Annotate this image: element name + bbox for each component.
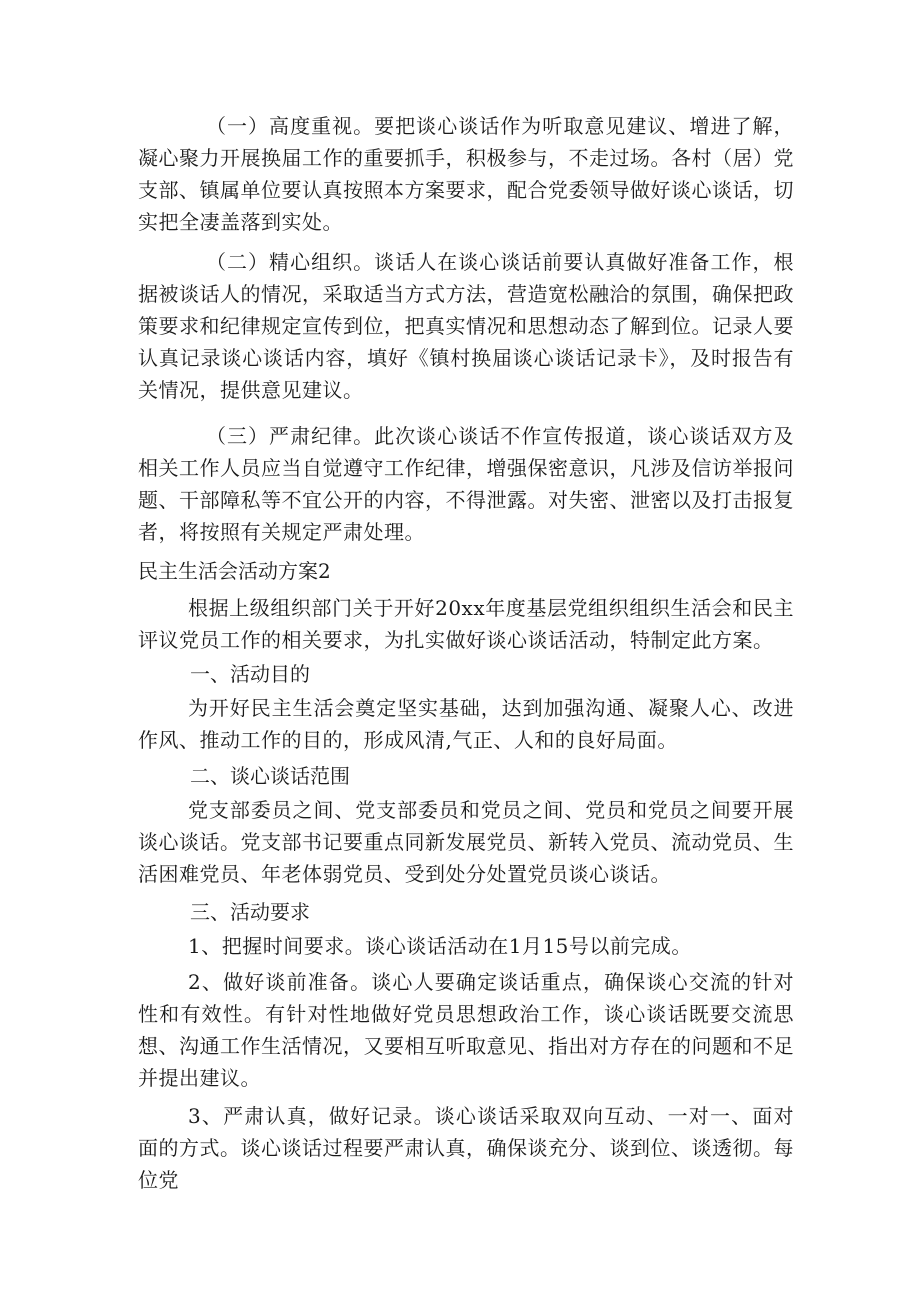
document-title: 民主生活会活动方案2 <box>138 559 331 583</box>
paragraph-time-requirement: 1、把握时间要求。谈心谈话活动在1月15号以前完成。 <box>188 934 692 958</box>
paragraph-preparation: 2、做好谈前准备。谈心人要确定谈话重点，确保谈心交流的针对性和有效性。有针对性地做好党员思想政治工作，谈心谈话既要交流思想、沟通工作生活情况，又要相互听取意见、指出对方存在的问题和不足并提出建议。 <box>138 970 794 1090</box>
section-heading-requirements: 三、活动要求 <box>190 900 310 924</box>
paragraph-importance: （一）高度重视。要把谈心谈话作为听取意见建议、增进了解，凝心聚力开展换届工作的重要抓手，积极参与，不走过场。各村（居）党支部、镇属单位要认真按照本方案要求，配合党委领导做好谈心谈话，切实把全凄盖落到实处。 <box>138 114 794 234</box>
paragraph-discipline: （三）严肃纪律。此次谈心谈话不作宣传报道，谈心谈话双方及相关工作人员应当自觉遵守工作纪律，增强保密意识，凡涉及信访举报问题、干部障私等不宜公开的内容，不得泄露。对失密、泄密以及打击报复者，将按照有关规定严肃处理。 <box>138 424 794 544</box>
section-heading-purpose: 一、活动目的 <box>190 662 310 686</box>
paragraph-scope: 党支部委员之间、党支部委员和党员之间、党员和党员之间要开展谈心谈话。党支部书记要重点同新发展党员、新转入党员、流动党员、生活困难党员、年老体弱党员、受到处分处置党员谈心谈话。 <box>138 798 794 886</box>
paragraph-organization: （二）精心组织。谈话人在谈心谈话前要认真做好准备工作，根据被谈话人的情况，采取适当方式方法，营造宽松融洽的氛围，确保把政策要求和纪律规定宣传到位，把真实情况和思想动态了解到位。记录人要认真记录谈心谈话内容，填好《镇村换届谈心谈话记录卡》，及时报告有关情况，提供意见建议。 <box>138 250 794 402</box>
section-heading-scope: 二、谈心谈话范围 <box>190 764 350 788</box>
paragraph-purpose: 为开好民主生活会奠定坚实基础，达到加强沟通、凝聚人心、改进作风、推动工作的目的，形成风清,气正、人和的良好局面。 <box>138 696 794 752</box>
paragraph-record: 3、严肃认真，做好记录。谈心谈话采取双向互动、一对一、面对面的方式。谈心谈话过程要严肃认真，确保谈充分、谈到位、谈透彻。每位党 <box>138 1104 794 1192</box>
paragraph-intro: 根据上级组织部门关于开好20xx年度基层党组织组织生活会和民主评议党员工作的相关要求，为扎实做好谈心谈话活动，特制定此方案。 <box>138 596 794 652</box>
